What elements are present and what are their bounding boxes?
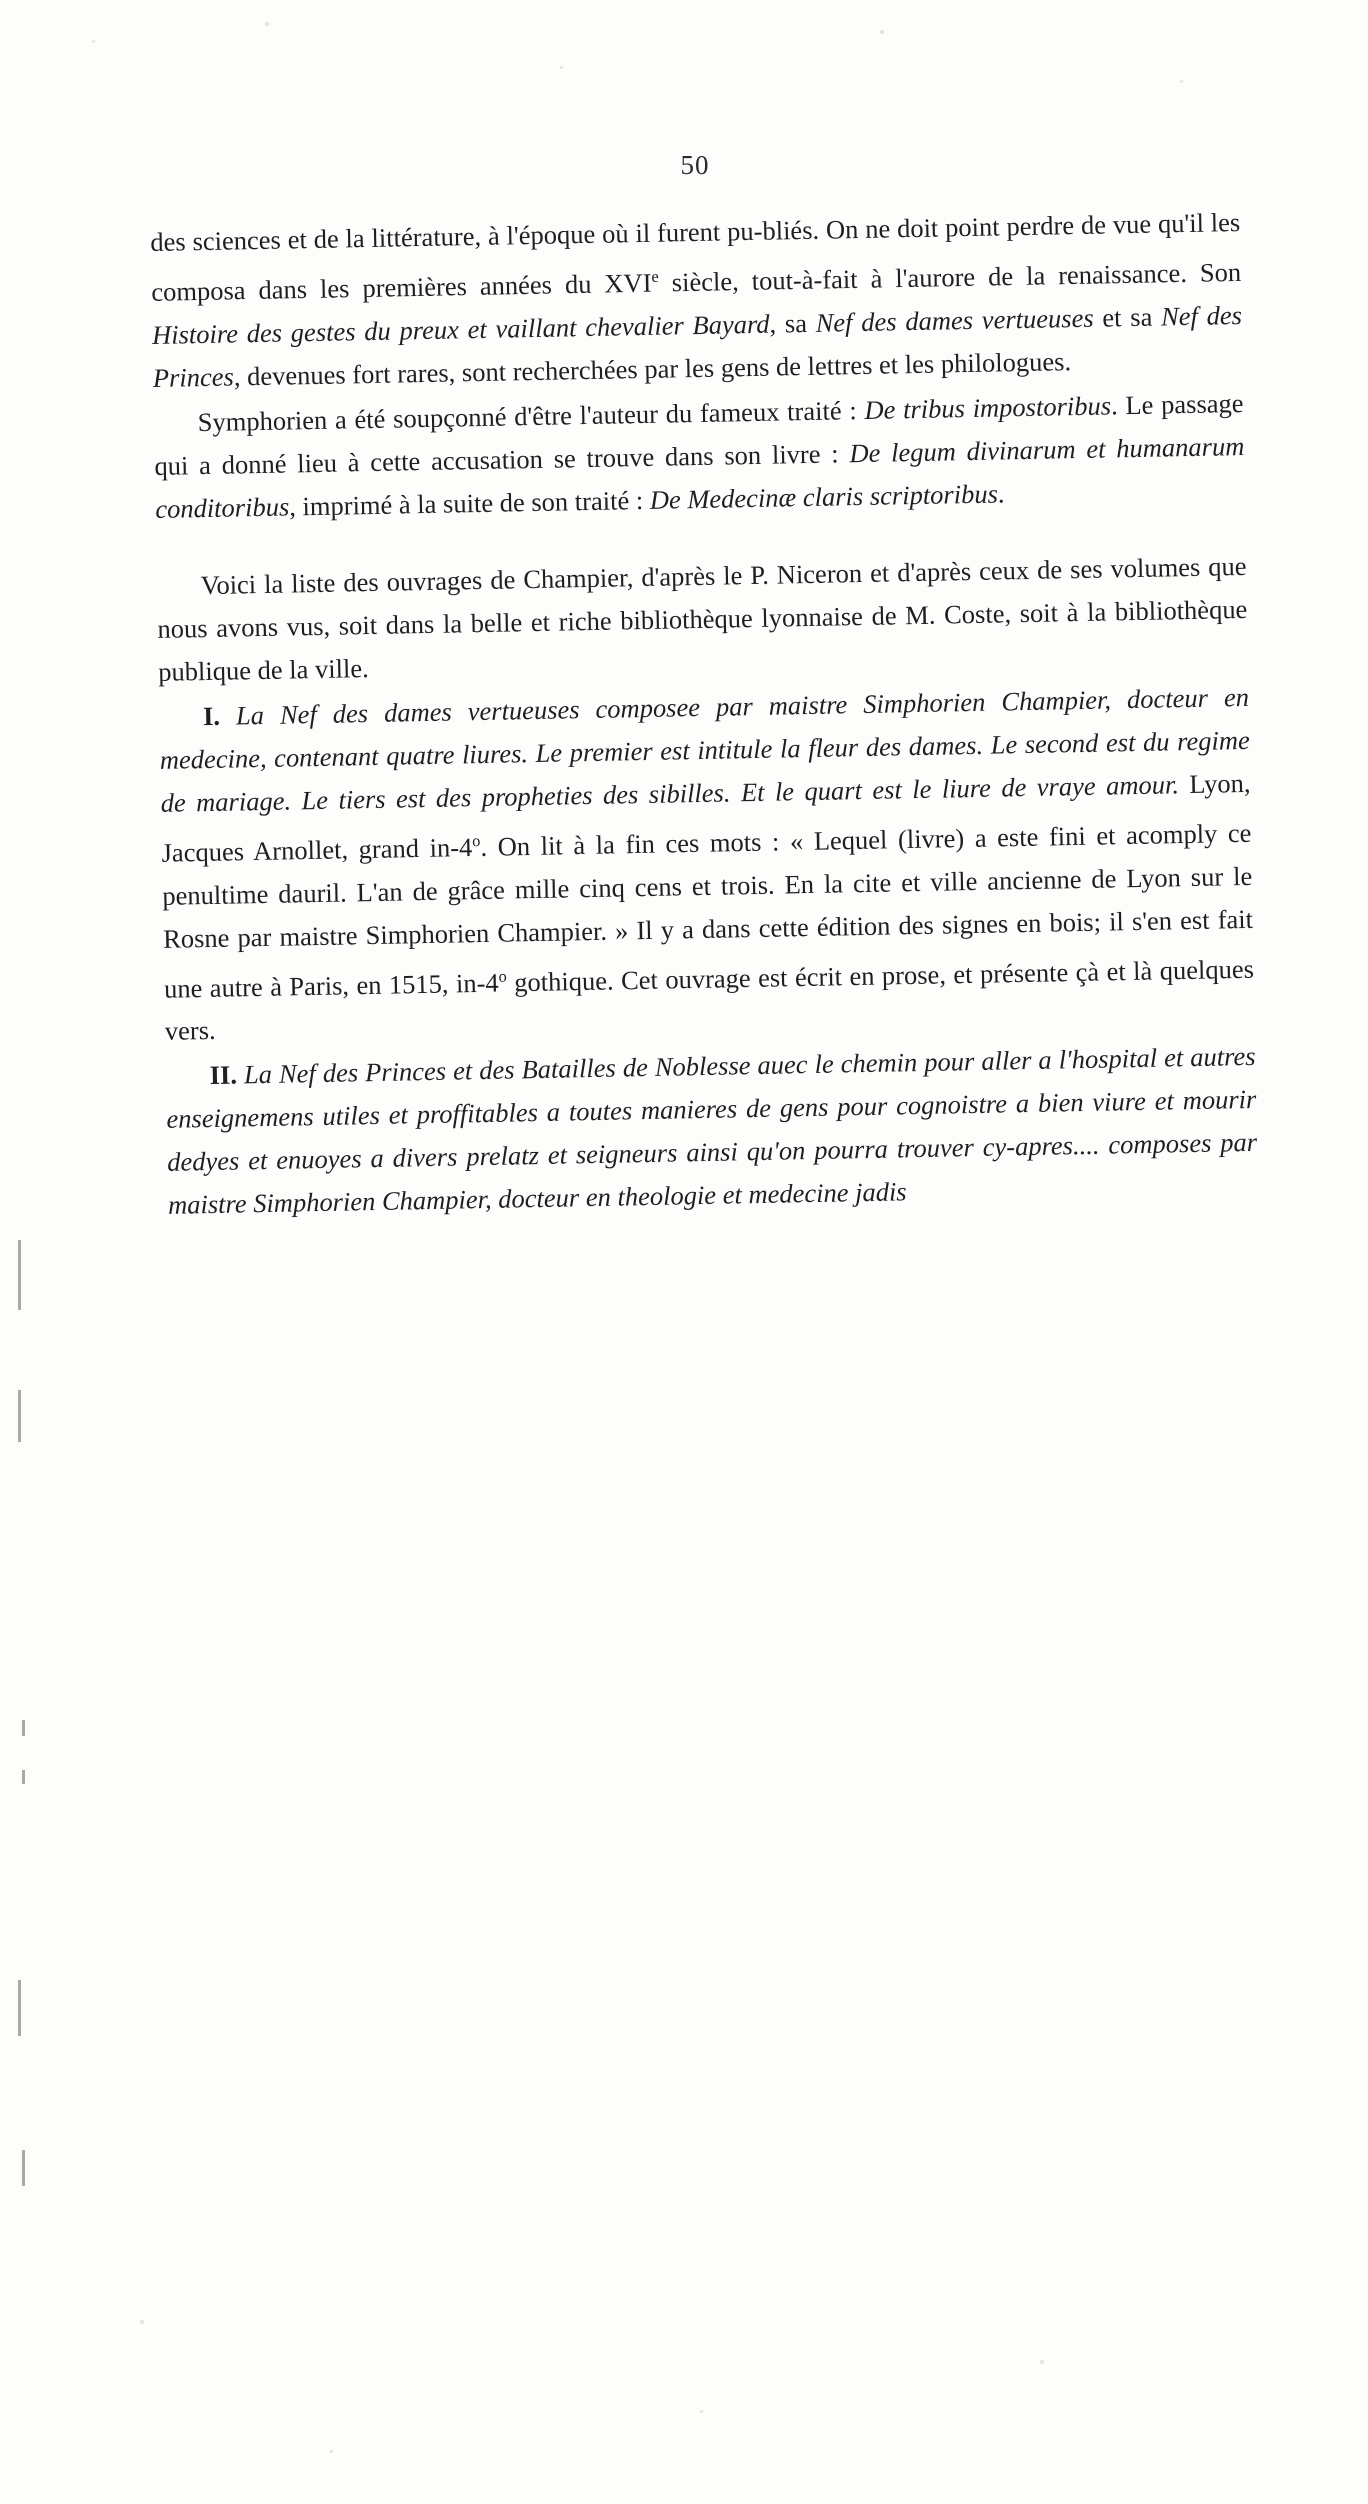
paragraph: [153, 382, 1245, 531]
text-run: o: [471, 830, 481, 851]
text-run: . On lit à la fin ces mots : « Lequel (livre) a este fini et acomply ce penultime dauril. L'an de grâce mille cinq cens et trois. En la cite et ville ancienne de Lyon sur le Rosne par maistre Simphorien Champier. » Il y a dans cette édition des signes en bois; il s'en est fait une autre à Paris, en 1515, in-4: [162, 817, 1254, 1004]
margin-artifact: [18, 1980, 21, 2036]
text-run: Symphorien a été soupçonné d'être l'auteur du fameux traité :: [197, 394, 865, 437]
page-content: [150, 150, 1258, 1229]
scan-speck: [330, 2450, 333, 2453]
scan-speck: [560, 66, 563, 69]
scan-speck: [92, 40, 95, 43]
scan-speck: [880, 30, 884, 34]
text-run: et sa: [1093, 301, 1162, 333]
text-run: e: [651, 266, 659, 286]
text-run: Lyon, Jacques Arnollet, grand in-4: [161, 767, 1251, 868]
paragraph: [150, 201, 1243, 400]
text-run: De tribus impostoribus: [864, 390, 1112, 425]
margin-artifact: [18, 1240, 21, 1310]
text-run: Nef des Princes: [152, 299, 1243, 393]
scan-speck: [140, 2320, 144, 2324]
text-run: Voici la liste des ouvrages de Champier, d'après le P. Niceron et d'après ceux de ses volumes que nous avons vus, soit dans la belle et riche bibliothèque lyonnaise de M. Coste, soit à la bibliothèque publique de la ville.: [157, 550, 1248, 687]
text-run: De Medecinæ claris scriptoribus: [649, 478, 999, 515]
text-run: . Le passage qui a donné lieu à cette accusation se trouve dans son livre :: [154, 387, 1244, 481]
text-run: o: [498, 966, 507, 986]
page-number: 50: [680, 150, 710, 180]
text-run: , devenues fort rares, sont recherchées par les gens de lettres et les philologues.: [233, 345, 1072, 392]
margin-artifact: [22, 1720, 25, 1736]
text-run: [220, 700, 237, 730]
text-run: , sa: [769, 307, 816, 339]
text-run: des sciences et de la littérature, à l'époque où il furent pu-bliés. On ne doit point perdre de vue qu'il les composa dans les premières années du XVI: [150, 207, 1241, 307]
text-run: .: [997, 478, 1005, 509]
text-run: La Nef des dames vertueuses composee par maistre Simphorien Champier, docteur en medecine, contenant quatre liures. Le premier est intitule la fleur des dames. Le second est du regime de mariage. Le tiers est des propheties des sibilles. Et le quart est le liure de vraye amour.: [159, 681, 1250, 818]
body-text: [150, 201, 1258, 1227]
scan-speck: [700, 2410, 703, 2413]
text-run: siècle, tout-à-fait à l'aurore de la renaissance. Son: [658, 256, 1242, 298]
text-run: La Nef des Princes et des Batailles de Noblesse auec le chemin pour aller a l'hospital et autres enseignemens utiles et proffitables a toutes manieres de gens pour cognoistre a bien viure et mourir dedyes et enuoyes a divers prelatz et seigneurs ainsi qu'on pourra trouver cy-apres.... composes par maistre Simphorien Champier, docteur en theologie et medecine jadis: [166, 1041, 1258, 1221]
text-run: Histoire des gestes du preux et vaillant chevalier Bayard: [151, 308, 770, 350]
text-run: , imprimé à la suite de son traité :: [288, 484, 651, 522]
text-run: gothique. Cet ouvrage est écrit en prose, et présente çà et là quelques vers.: [164, 953, 1255, 1047]
margin-artifact: [22, 2150, 25, 2186]
scan-speck: [265, 22, 269, 26]
paragraph: [156, 545, 1248, 694]
paragraph: [165, 1035, 1258, 1227]
margin-artifact: [18, 1390, 21, 1442]
text-run: I.: [202, 700, 221, 731]
margin-artifact: [22, 1770, 25, 1784]
text-run: Nef des dames vertueuses: [815, 302, 1094, 338]
text-run: II.: [209, 1060, 238, 1091]
scan-speck: [1180, 80, 1183, 83]
scan-speck: [1040, 2360, 1044, 2364]
text-run: De legum divinarum et humanarum conditoribus: [154, 430, 1245, 524]
paragraph: [159, 676, 1255, 1054]
